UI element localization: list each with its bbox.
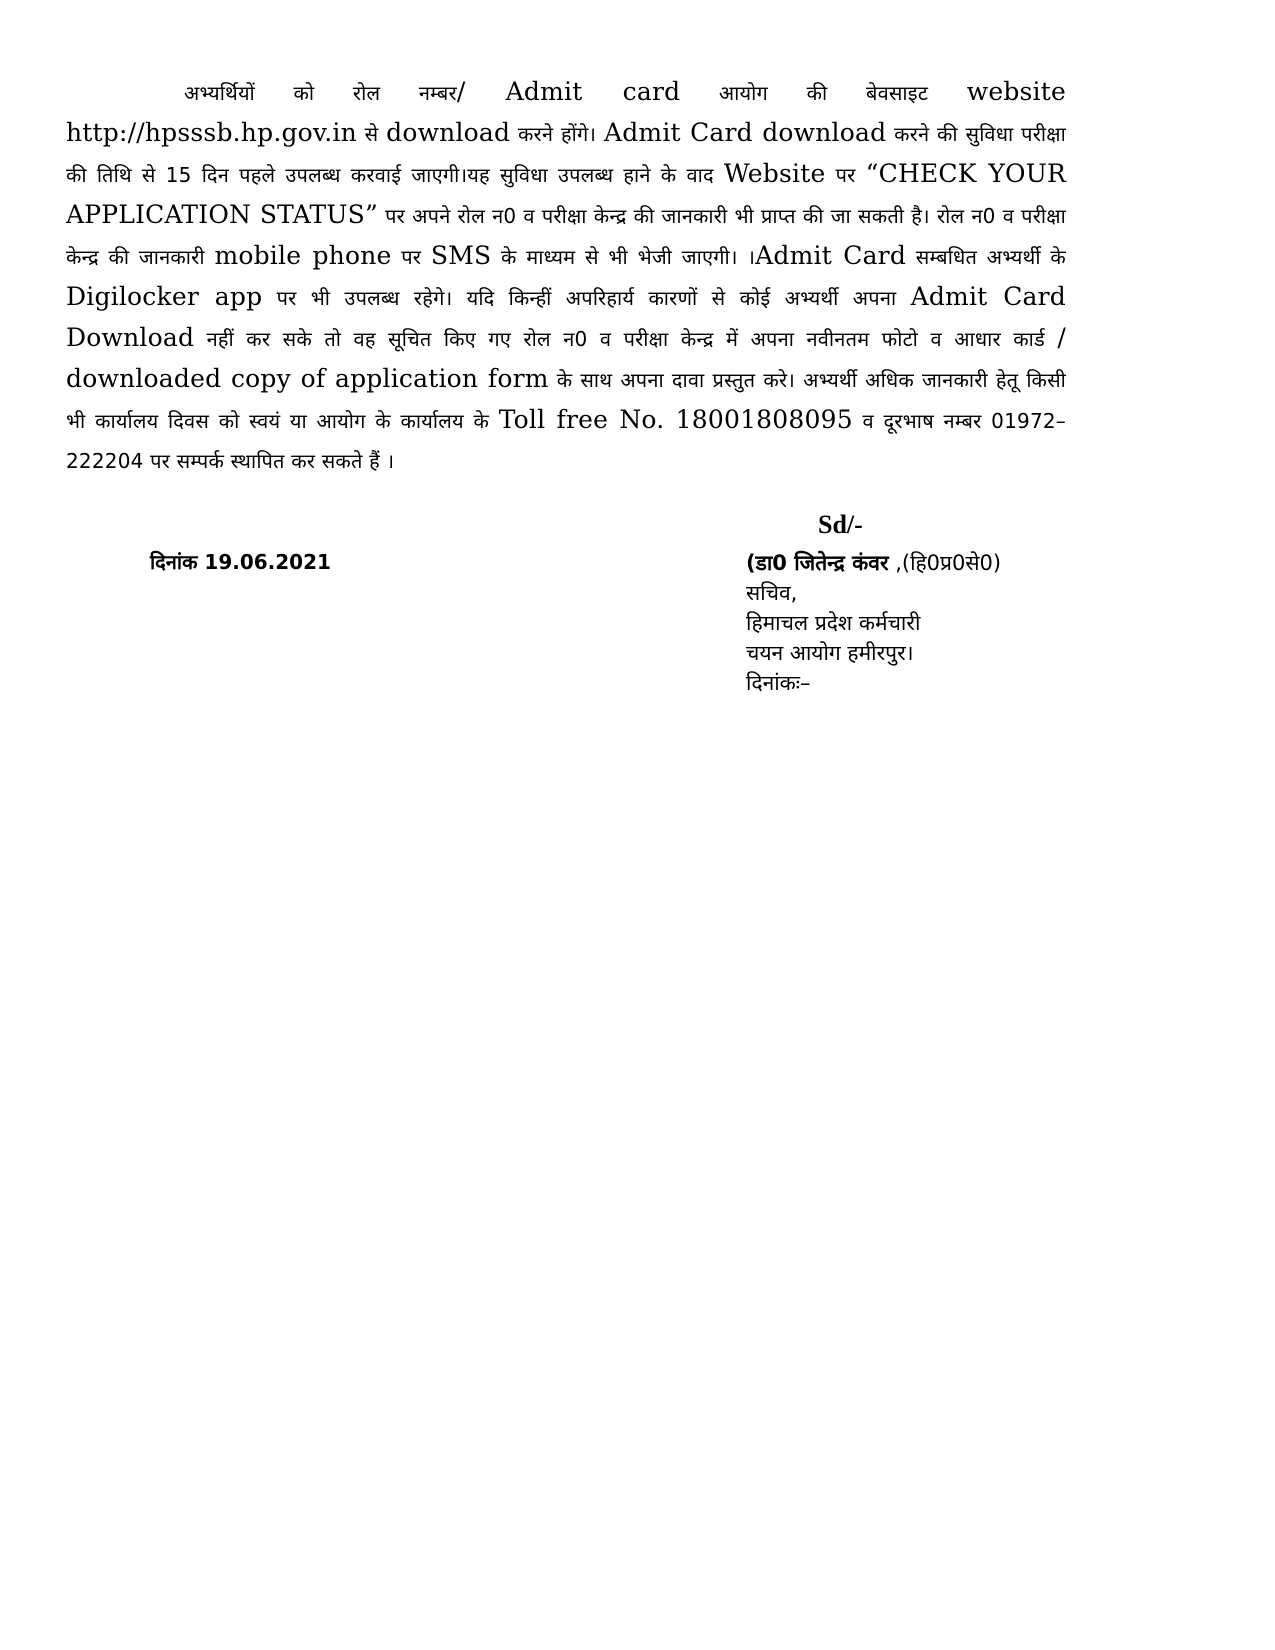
notice-text: अभ्यर्थियों को रोल नम्बर: [184, 81, 457, 105]
signature-sd: Sd/-: [818, 510, 863, 539]
notice-text: करने की सुविधा परीक्षा की तिथि से 15 दिन पहले उपलब्ध करवाई जाएगी।यह सुविधा उपलब्ध हाने के वाद: [66, 122, 1067, 187]
organisation-line-1: हिमाचल प्रदेश कर्मचारी: [746, 611, 921, 635]
signatory-service: ,(हि0प्र0से0): [888, 551, 1002, 575]
notice-text-latin: Admit Card download: [603, 118, 887, 147]
notice-text-latin: SMS: [430, 241, 492, 270]
notice-text-latin: / Admit card: [456, 77, 681, 106]
notice-text-latin: Admit Card: [755, 241, 907, 270]
signature-date-label: दिनांकः–: [746, 671, 811, 695]
notice-text: पर: [391, 245, 431, 269]
notice-text-latin: website http://hpsssb.hp.gov.in: [66, 77, 1066, 147]
notice-text: पर अपने रोल न0 व परीक्षा केन्द्र की जानकारी भी प्राप्त की जा सकती है। रोल न0 व परीक्षा केन्द्र की जानकारी: [66, 204, 1066, 269]
notice-text: आयोग की बेवसाइट: [680, 81, 967, 105]
notice-text-latin: mobile phone: [214, 241, 392, 270]
signatory-designation: सचिव,: [746, 581, 798, 605]
notice-text-latin: Digilocker app: [66, 282, 263, 311]
signature-block: [746, 548, 1001, 698]
notice-paragraph: [66, 72, 1066, 481]
notice-text-latin: Toll free No. 18001808095: [498, 405, 853, 434]
notice-text-latin: / downloaded copy of application form: [66, 323, 1066, 393]
notice-text: सम्बधित अभ्यर्थी के: [906, 245, 1066, 269]
notice-text-latin: download: [386, 118, 511, 147]
notice-text: पर भी उपलब्ध रहेगे। यदि किन्हीं अपरिहार्य कारणों से कोई अभ्यर्थी अपना: [262, 286, 911, 310]
signatory-name-line: [746, 548, 1001, 578]
notice-text: के साथ अपना दावा प्रस्तुत करे। अभ्यर्थी अधिक जानकारी हेतू किसी भी कार्यालय दिवस को स्वयं या आयोग के कार्यालय के: [66, 368, 1067, 433]
notice-text: से: [356, 122, 387, 146]
notice-text: करने होंगे।: [510, 122, 604, 146]
notice-text: पर: [825, 163, 866, 187]
notice-text-latin: “CHECK YOUR APPLICATION STATUS”: [66, 159, 1067, 229]
notice-text-latin: Website: [723, 159, 826, 188]
notice-text: नहीं कर सके तो वह सूचित किए गए रोल न0 व परीक्षा केन्द्र में अपना नवीनतम फोटो व आधार कार्ड: [194, 327, 1058, 351]
issue-date: दिनांक 19.06.2021: [150, 550, 331, 574]
signatory-name: (डा0 जितेन्द्र कंवर: [746, 551, 889, 575]
notice-text: व दूरभाष नम्बर 01972–222204 पर सम्पर्क स्थापित कर सकते हैं ।: [66, 409, 1067, 473]
notice-text: के माध्यम से भी भेजी जाएगी। ।: [491, 245, 756, 269]
notice-text-latin: Admit Card Download: [66, 282, 1067, 352]
organisation-line-2: चयन आयोग हमीरपुर।: [746, 641, 914, 665]
